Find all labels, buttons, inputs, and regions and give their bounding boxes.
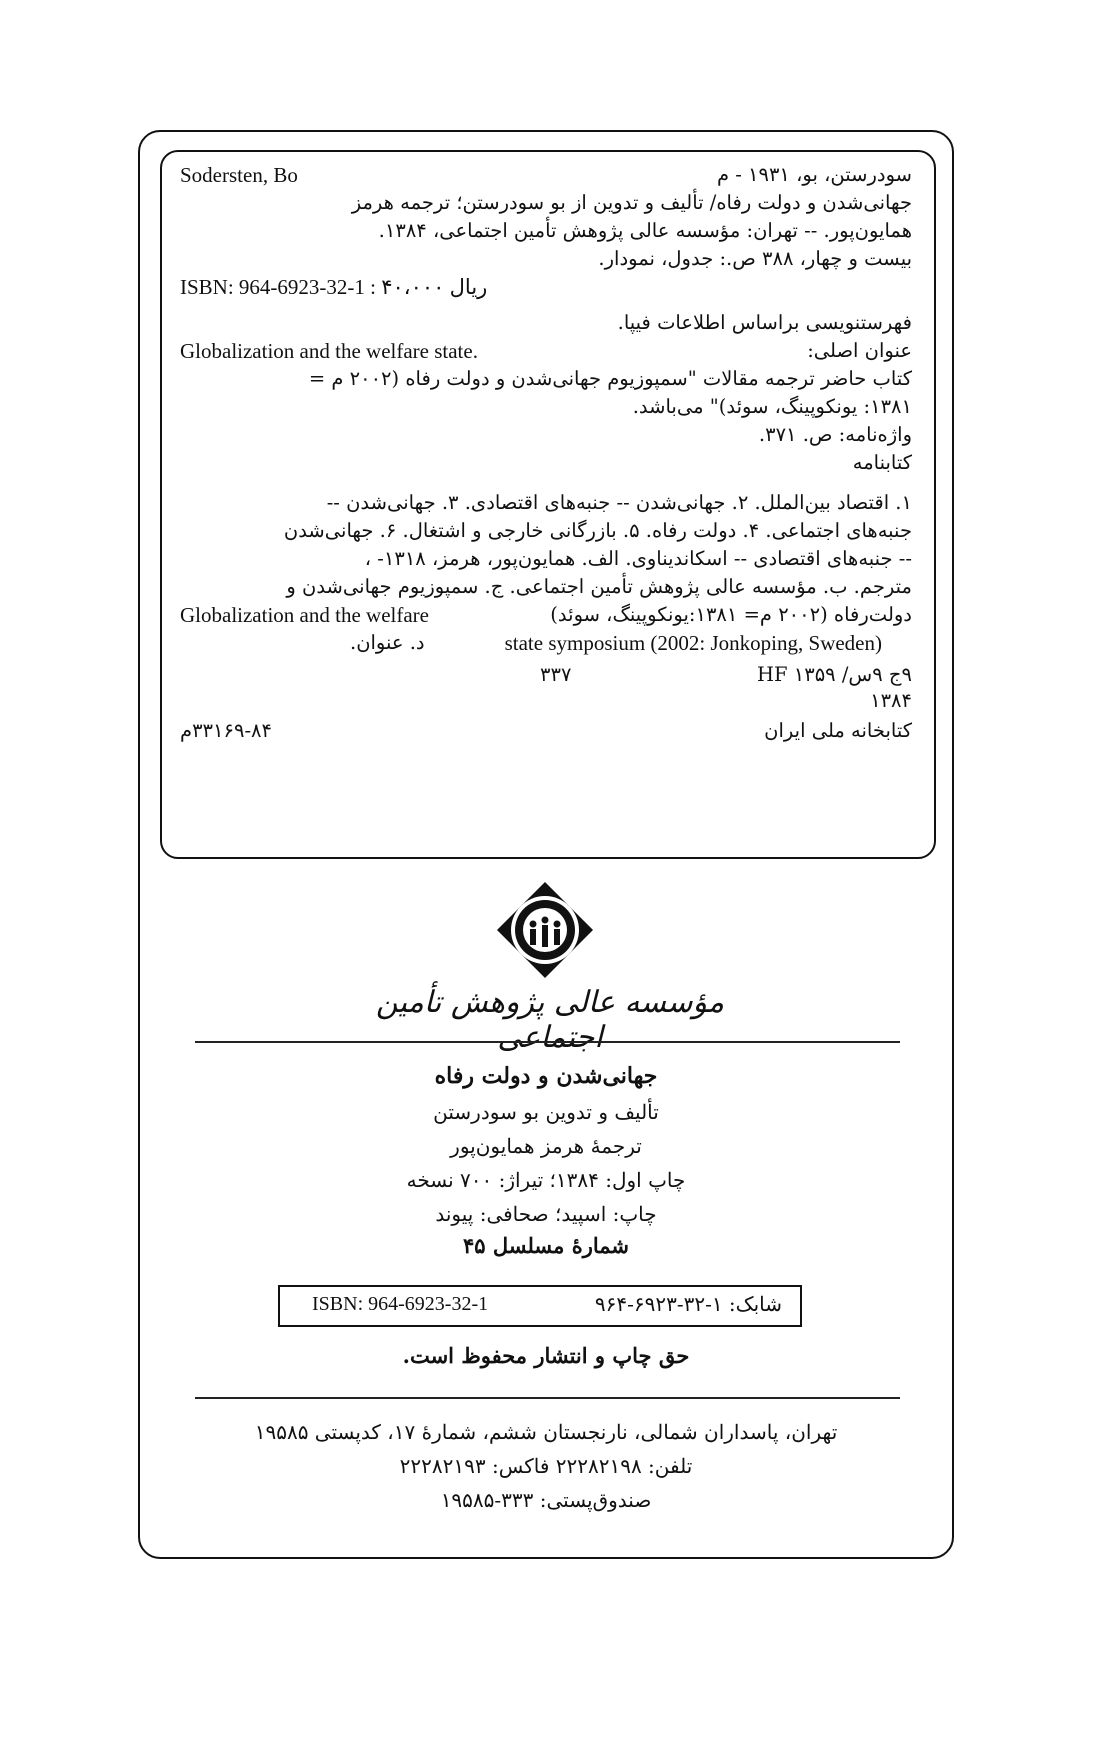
cip-isbn-price: ISBN: 964-6923-32-1 : ۴۰،۰۰۰ ریال — [180, 275, 488, 299]
cip-subject-line-5-en: Globalization and the welfare — [180, 603, 429, 627]
cip-author-en: Sodersten, Bo — [180, 163, 298, 187]
cip-orig-title-label: عنوان اصلی: — [807, 339, 912, 362]
po-box-line: صندوق‌پستی: ۳۳۳-۱۹۵۸۵ — [440, 1488, 652, 1512]
phone-fax-line: تلفن: ۲۲۲۸۲۱۹۸ فاکس: ۲۲۲۸۲۱۹۳ — [399, 1454, 693, 1478]
cip-publisher-line: همایون‌پور. -- تهران: مؤسسه عالی پژوهش تأمین اجتماعی، ۱۳۸۴. — [378, 219, 912, 242]
cip-glossary: واژه‌نامه: ص. ۳۷۱. — [758, 423, 912, 446]
cip-classification: ۹ج ۹س/ ۱۳۵۹ HF — [757, 663, 912, 686]
cip-subject-line-6-fa: د. عنوان. — [350, 631, 425, 654]
cip-note-line-2: ۱۳۸۱: یونکوپینگ، سوئد)" می‌باشد. — [632, 395, 912, 418]
cip-author-fa: سودرستن، بو، ۱۹۳۱ - م — [716, 163, 912, 186]
isbn-box — [278, 1285, 802, 1327]
colophon-printing: چاپ: اسپید؛ صحافی: پیوند — [435, 1202, 657, 1226]
institute-logo-icon — [495, 880, 595, 980]
cip-subject-line-3: -- جنبه‌های اقتصادی -- اسکاندیناوی. الف. همایون‌پور، هرمز، ۱۳۱۸- ، — [364, 547, 912, 570]
cip-subject-line-1: ۱. اقتصاد بین‌الملل. ۲. جهانی‌شدن -- جنبه‌های اقتصادی. ۳. جهانی‌شدن -- — [326, 491, 912, 514]
cip-subject-line-6-en: state symposium (2002: Jonkoping, Sweden) — [504, 631, 882, 655]
colophon-title: جهانی‌شدن و دولت رفاه — [434, 1063, 658, 1089]
colophon-translator: ترجمهٔ هرمز همایون‌پور — [450, 1134, 642, 1158]
cip-fipa-note: فهرستنویسی براساس اطلاعات فیپا. — [617, 311, 912, 334]
colophon-author: تألیف و تدوین بو سودرستن — [433, 1100, 659, 1124]
isbn-fa: شابک: ۱-۳۲-۶۹۲۳-۹۶۴ — [594, 1292, 782, 1316]
divider-top — [195, 1041, 900, 1043]
cip-dewey: ۳۳۷ — [540, 663, 572, 686]
divider-bottom — [195, 1397, 900, 1399]
cip-national-library: کتابخانه ملی ایران — [764, 719, 912, 742]
cip-pages-line: بیست و چهار، ۳۸۸ ص.: جدول، نمودار. — [598, 247, 912, 270]
isbn-en: ISBN: 964-6923-32-1 — [312, 1293, 489, 1315]
colophon-edition: چاپ اول: ۱۳۸۴؛ تیراژ: ۷۰۰ نسخه — [406, 1168, 686, 1192]
cip-subject-line-4: مترجم. ب. مؤسسه عالی پژوهش تأمین اجتماعی. ج. سمپوزیوم جهانی‌شدن و — [286, 575, 912, 598]
cip-bibliography: کتابنامه — [852, 451, 912, 474]
address-line: تهران، پاسداران شمالی، نارنجستان ششم، شمارهٔ ۱۷، کدپستی ۱۹۵۸۵ — [254, 1420, 838, 1444]
cip-subject-line-5-fa: دولت‌رفاه (۲۰۰۲ م= ۱۳۸۱:یونکوپینگ، سوئد) — [550, 603, 912, 626]
cip-orig-title-en: Globalization and the welfare state. — [180, 339, 478, 363]
institute-logotype: مؤسسه عالی پژوهش تأمین اجتماعی — [375, 985, 725, 1055]
cip-title-line: جهانی‌شدن و دولت رفاه/ تألیف و تدوین از بو سودرستن؛ ترجمه هرمز — [351, 191, 912, 214]
cip-year: ۱۳۸۴ — [870, 689, 912, 712]
colophon-serial: شمارهٔ مسلسل ۴۵ — [462, 1233, 630, 1258]
cip-record-box — [160, 150, 936, 859]
cip-record-number: ۳۳۱۶۹-۸۴م — [180, 719, 272, 742]
cip-note-line-1: کتاب حاضر ترجمه مقالات "سمپوزیوم جهانی‌شدن و دولت رفاه (۲۰۰۲ م = — [308, 367, 912, 390]
cip-subject-line-2: جنبه‌های اجتماعی. ۴. دولت رفاه. ۵. بازرگانی خارجی و اشتغال. ۶. جهانی‌شدن — [283, 519, 912, 542]
copyright-notice: حق چاپ و انتشار محفوظ است. — [402, 1343, 690, 1368]
